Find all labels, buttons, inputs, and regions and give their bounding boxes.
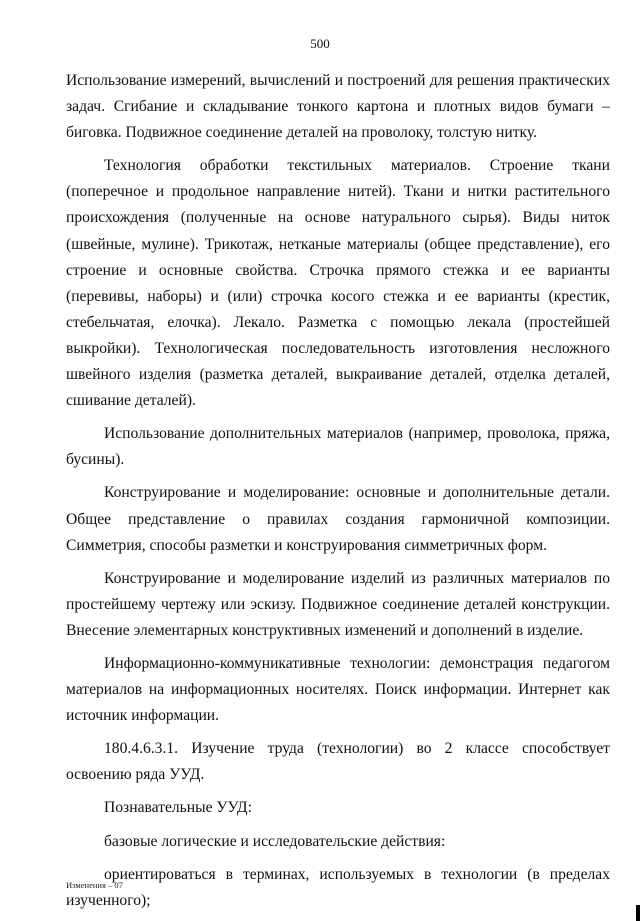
paragraph-textile-technology: Технология обработки текстильных материалов. Строение ткани (поперечное и продольное направление нитей). Ткани и нитки растительного происхождения (полученные на основе натурального сырья). Виды ниток (швейные, мулине). Трикотаж, нетканые материалы (общее представление), его строение и основные свойства. Строчка прямого стежка и ее варианты (перевивы, наборы) и (или) строчка косого стежка и ее варианты (крестик, стебельчатая, елочка). Лекало. Разметка с помощью лекала (простейшей выкройки). Технологическая последовательность изготовления несложного швейного изделия (разметка деталей, выкраивание деталей, отделка деталей, сшивание деталей). [66, 157, 610, 410]
footer-changes-note: Изменения – 07 [66, 880, 123, 890]
paragraph-orientation-terms: ориентироваться в терминах, используемых в технологии (в пределах изученного); [66, 865, 610, 909]
scan-edge-mark [636, 905, 640, 921]
body-text [66, 68, 610, 914]
paragraph-measurements: Использование измерений, вычислений и построений для решения практических задач. Сгибание и складывание тонкого картона и плотных видов бумаги – биговка. Подвижное соединение деталей на проволоку, толстую нитку. [66, 72, 610, 142]
page-number: 500 [310, 36, 330, 51]
paragraph-cognitive-uud: Познавательные УУД: [104, 799, 252, 817]
paragraph-logical-actions: базовые логические и исследовательские действия: [104, 832, 446, 850]
paragraph-ict: Информационно-коммуникативные технологии: демонстрация педагогом материалов на информационных носителях. Поиск информации. Интернет как источник информации. [66, 654, 610, 725]
paragraph-construction-drawing: Конструирование и моделирование изделий из различных материалов по простейшему чертежу или эскизу. Подвижное соединение деталей конструкции. Внесение элементарных конструктивных изменений и дополнений в изделие. [66, 569, 610, 639]
paragraph-section-180-4-6-3-1: 180.4.6.3.1. Изучение труда (технологии) во 2 классе способствует освоению ряда УУД. [66, 740, 610, 784]
paragraph-additional-materials: Использование дополнительных материалов (например, проволока, пряжа, бусины). [66, 425, 610, 469]
paragraph-construction-modeling: Конструирование и моделирование: основные и дополнительные детали. Общее представление о правилах создания гармоничной композиции. Симметрия, способы разметки и конструирования симметричных форм. [66, 484, 610, 554]
